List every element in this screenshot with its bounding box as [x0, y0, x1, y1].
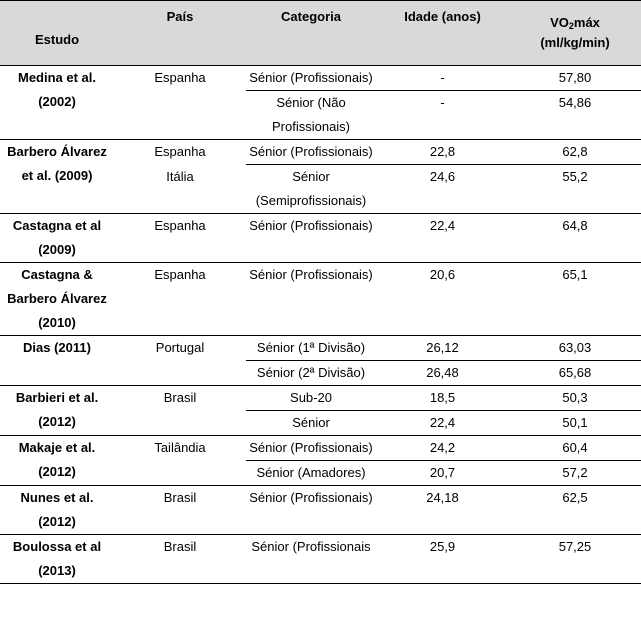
cell-idade: 24,6 [376, 165, 509, 214]
cell-categoria: Sénior (Profissionais) [249, 70, 373, 85]
header-row [0, 1, 641, 66]
cell-pais: Itália [114, 165, 246, 214]
cell-vo2max: 57,25 [509, 535, 641, 584]
cell-pais: Brasil [114, 486, 246, 535]
cell-idade: 26,48 [376, 361, 509, 386]
cell-categoria: Sénior (Profissionais) [246, 486, 376, 535]
cell-pais: Espanha [114, 214, 246, 263]
cell-categoria: Sénior (Profissionais) [249, 144, 373, 159]
cell-categoria: Sénior (2ª Divisão) [246, 361, 376, 386]
cell-vo2max: 60,4 [562, 440, 588, 455]
cell-categoria: Sénior (1ª Divisão) [256, 340, 366, 355]
cell-idade: 20,7 [376, 461, 509, 486]
cell-vo2max: 50,1 [509, 411, 641, 436]
cell-pais: Espanha [154, 70, 206, 85]
cell-vo2max: 55,2 [509, 165, 641, 214]
header-estudo [0, 1, 114, 66]
table-row [0, 486, 641, 535]
cell-idade: 26,12 [426, 340, 459, 355]
table-row [0, 386, 641, 411]
cell-categoria: Sénior (Profissionais) [246, 263, 376, 336]
cell-idade: 24,2 [429, 440, 456, 455]
cell-pais: Tailândia [154, 440, 206, 455]
cell-idade: 22,4 [376, 214, 509, 263]
header-idade [376, 1, 509, 66]
cell-pais: Brasil [114, 535, 246, 584]
cell-idade: - [376, 91, 509, 140]
cell-estudo: Dias (2011) [0, 336, 114, 386]
cell-idade: - [440, 70, 445, 85]
cell-pais: Brasil [163, 390, 197, 405]
cell-vo2max: 65,1 [509, 263, 641, 336]
cell-vo2max: 63,03 [558, 340, 592, 355]
cell-vo2max: 65,68 [509, 361, 641, 386]
header-pais-label: País [166, 9, 194, 24]
header-estudo-label: Estudo [34, 32, 80, 47]
header-pais [114, 1, 246, 66]
cell-estudo: Nunes et al. (2012) [0, 486, 114, 535]
cell-vo2max: 64,8 [509, 214, 641, 263]
cell-estudo: Boulossa et al (2013) [0, 535, 114, 584]
cell-pais [114, 411, 246, 436]
cell-idade: 22,4 [376, 411, 509, 436]
table-row [0, 436, 641, 461]
cell-estudo: Makaje et al. (2012) [0, 436, 114, 486]
cell-idade: 20,6 [376, 263, 509, 336]
header-vo2max-label: $VO_2máx$ [550, 15, 600, 31]
cell-pais: Portugal [155, 340, 205, 355]
cell-vo2max: 57,2 [509, 461, 641, 486]
cell-vo2max: 50,3 [562, 390, 588, 405]
cell-categoria: Sénior [246, 411, 376, 436]
cell-pais [114, 461, 246, 486]
header-vo2max [509, 1, 641, 66]
cell-categoria: Sénior (Não Profissionais) [246, 91, 376, 140]
table-row [0, 214, 641, 263]
cell-pais: Espanha [154, 144, 206, 159]
cell-estudo: Barbieri et al. (2012) [0, 386, 114, 436]
cell-estudo: Castagna & Barbero Álvarez (2010) [0, 263, 114, 336]
cell-estudo: Medina et al. (2002) [0, 66, 114, 140]
table-row [0, 336, 641, 361]
cell-vo2max: 57,80 [558, 70, 592, 85]
header-categoria-label: Categoria [281, 9, 341, 24]
cell-idade: 18,5 [429, 390, 456, 405]
cell-pais [114, 361, 246, 386]
cell-idade: 24,18 [376, 486, 509, 535]
header-idade-label: Idade (anos) [404, 9, 481, 24]
cell-categoria: Sénior (Amadores) [246, 461, 376, 486]
cell-pais: Espanha [114, 263, 246, 336]
cell-vo2max: 62,5 [509, 486, 641, 535]
cell-estudo: Castagna et al (2009) [0, 214, 114, 263]
header-categoria [246, 1, 376, 66]
table-row [0, 140, 641, 165]
cell-categoria: Sénior (Profissionais [246, 535, 376, 584]
cell-categoria: Sub-20 [290, 390, 332, 405]
table-row [0, 535, 641, 584]
cell-estudo: Barbero Álvarez et al. (2009) [0, 140, 114, 214]
cell-idade: 25,9 [376, 535, 509, 584]
table-row [0, 263, 641, 336]
cell-vo2max: 62,8 [562, 144, 588, 159]
table-body [0, 66, 641, 584]
cell-idade: 22,8 [429, 144, 456, 159]
cell-categoria: Sénior (Profissionais) [249, 440, 373, 455]
cell-pais [114, 91, 246, 140]
cell-vo2max: 54,86 [509, 91, 641, 140]
cell-categoria: Sénior (Semiprofissionais) [246, 165, 376, 214]
header-vo2max-unit: (ml/kg/min) [540, 35, 610, 50]
cell-categoria: Sénior (Profissionais) [246, 214, 376, 263]
table-row [0, 66, 641, 91]
